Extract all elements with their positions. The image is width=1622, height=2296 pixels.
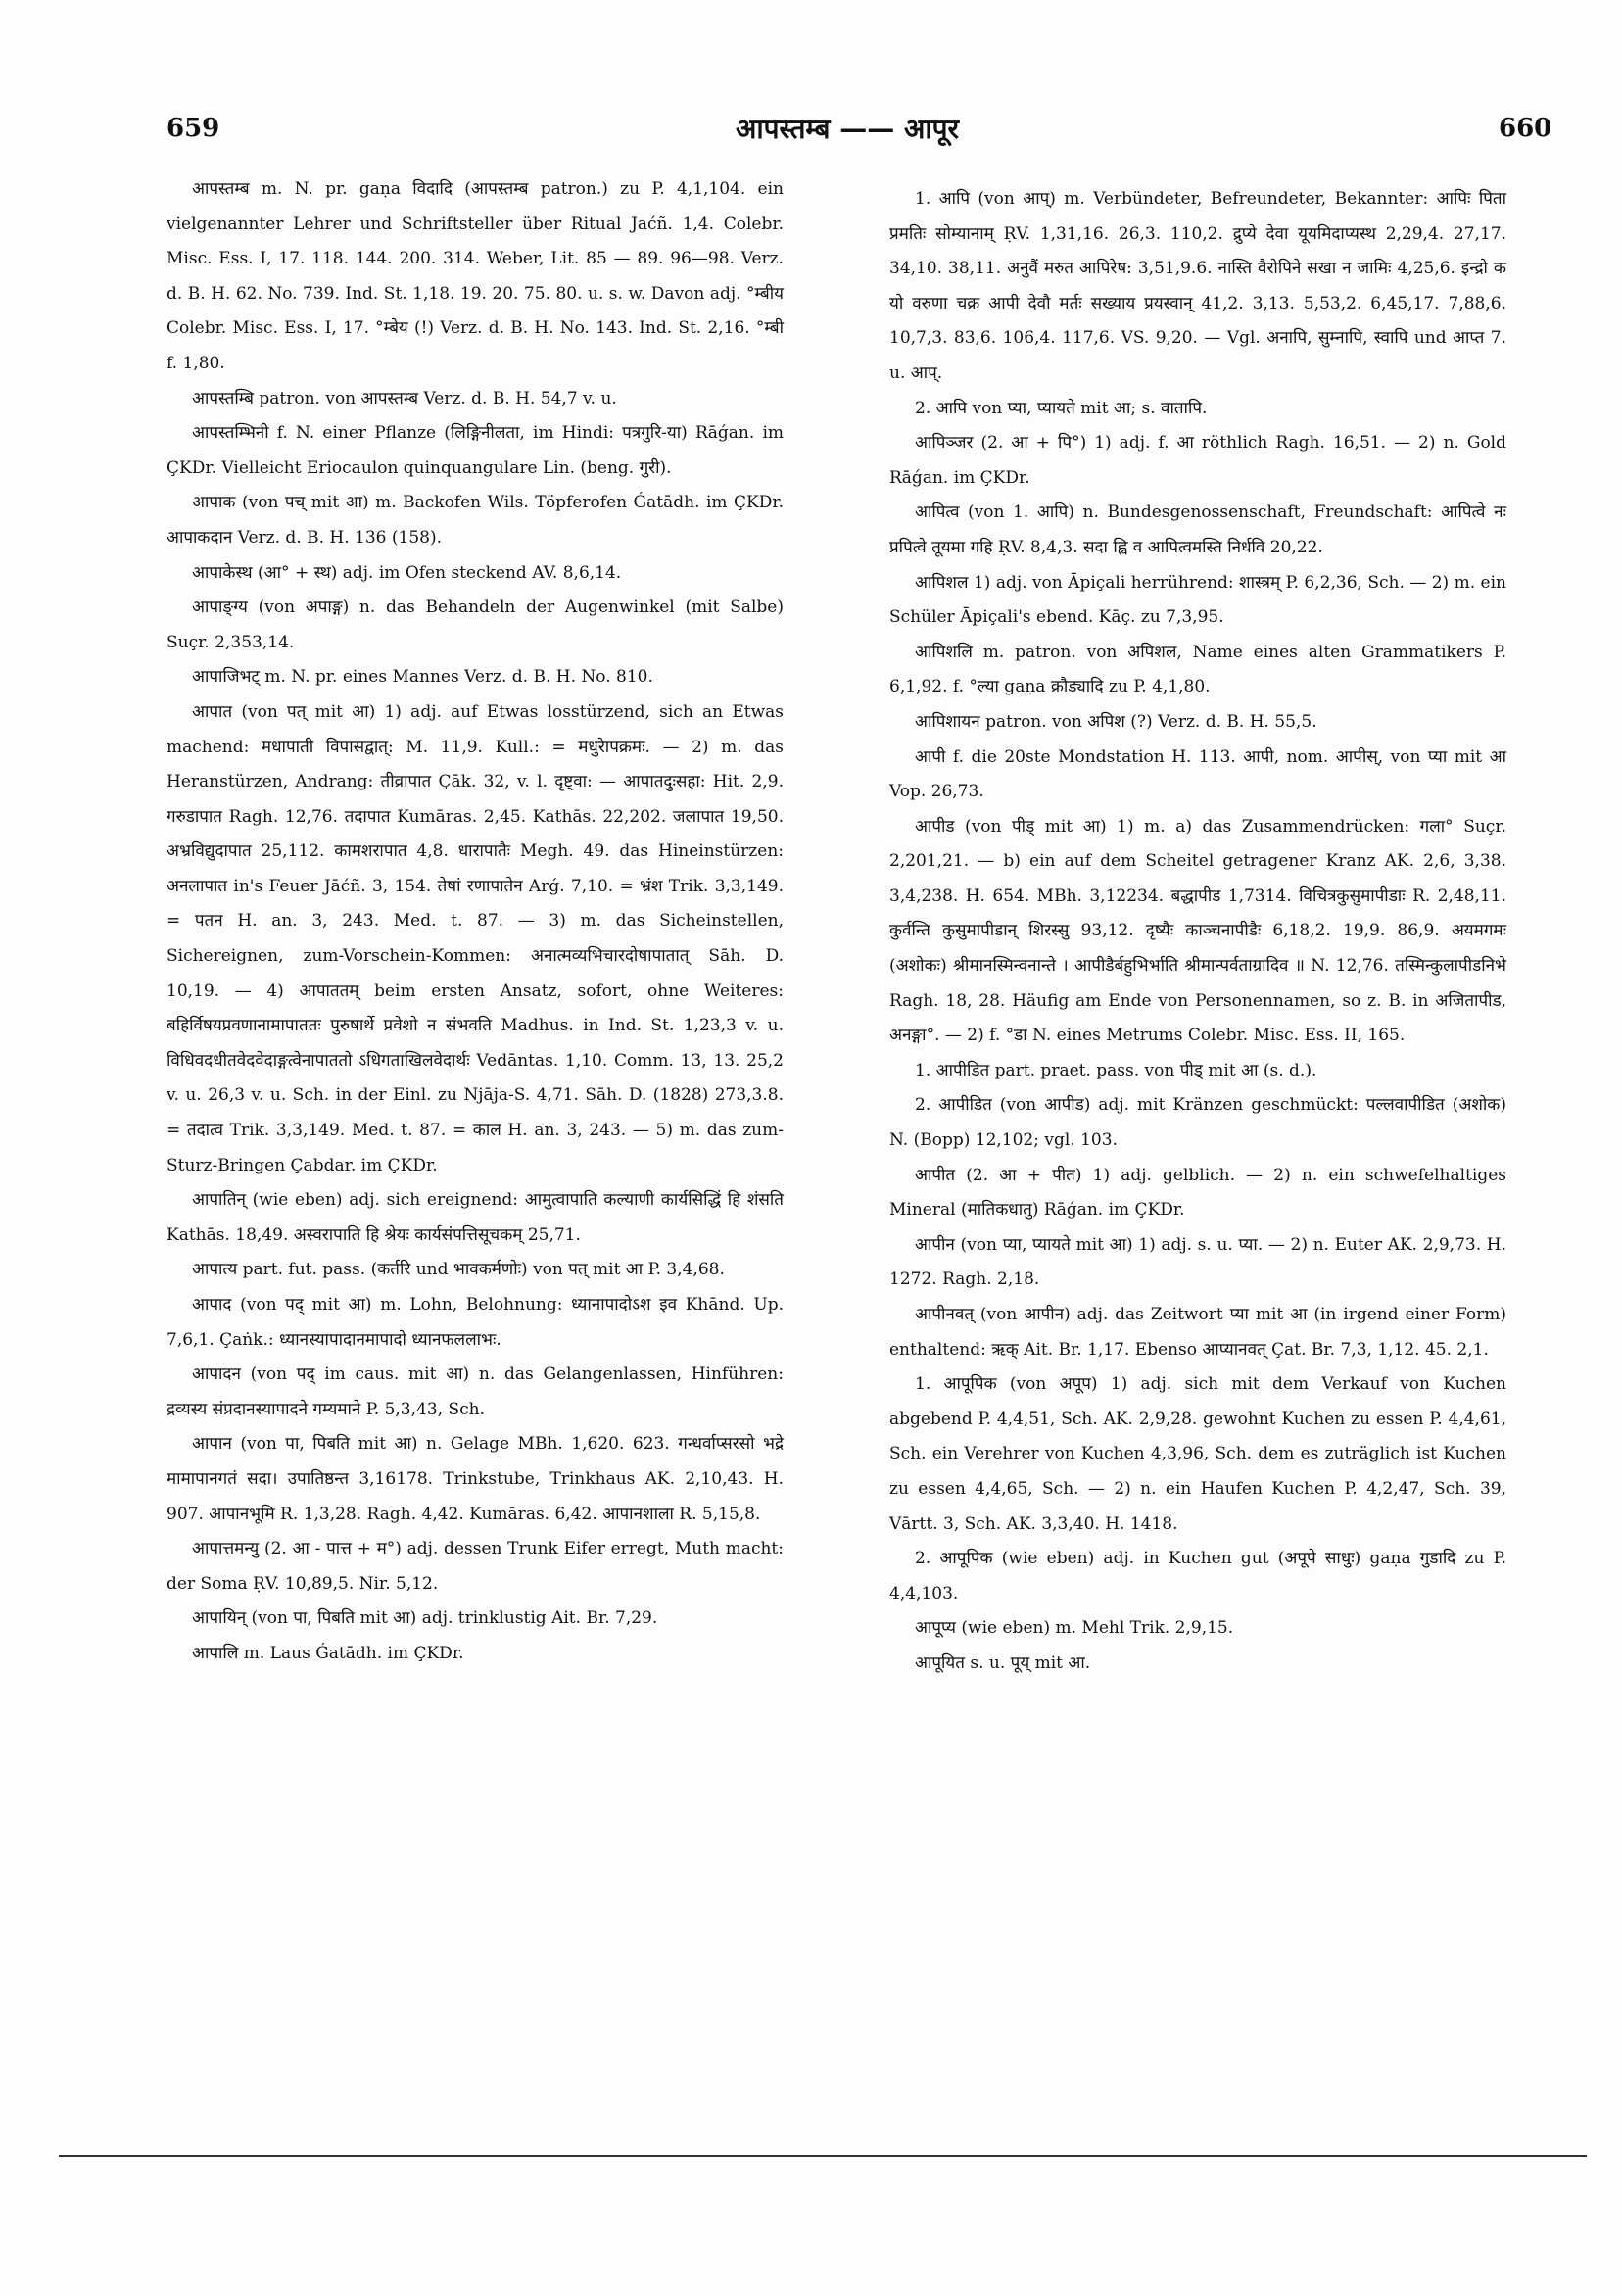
entry: आपात्तमन्यु (2. आ - पात्त + म°) adj. dessen Trunk Eifer erregt, Muth macht: der Soma ṚV. 10,89,5. Nir. 5,12. (167, 1539, 784, 1594)
entry: 2. आपूपिक (wie eben) adj. in Kuchen gut (अपूपे साधुः) gaṇa गुडादि zu P. 4,4,103. (889, 1549, 1506, 1603)
entry: आपस्तम्बि patron. von आपस्तम्ब Verz. d. B. H. 54,7 v. u. (192, 388, 617, 408)
entry: 1. आपि (von आप्) m. Verbündeter, Befreundeter, Bekannter: आपिः पिता प्रमतिः सोम्यानाम् ṚV. 1,31,16. 26,3. 110,2. द्रुप्ये देवा यूयमिदाप्यस्थ 2,29,4. 27,17. 34,10. 38,11. अनुवैं मरुत आपिरेष: 3,51,9.6. नास्ति वैरोपिने सखा न जामिः 4,25,6. इन्द्रो क यो वरुणा चक्र आपी देवौ मर्तः सख्याय प्रयस्वान् 41,2. 3,13. 5,53,2. 6,45,17. 7,88,6. 10,7,3. 83,6. 106,4. 117,6. VS. 9,20. — Vgl. अनापि, सुम्नापि, स्वापि und आप्त 7. u. आप्. (889, 189, 1506, 383)
entry: आपादन (von पद् im caus. mit आ) n. das Gelangenlassen, Hinführen: द्रव्यस्य संप्रदानस्यापादने गम्यमाने P. 5,3,43, Sch. (167, 1364, 784, 1419)
entry: आपिञ्जर (2. आ + पि°) 1) adj. f. आ röthlich Ragh. 16,51. — 2) n. Gold Rāǵan. im ÇKDr. (889, 433, 1506, 488)
entry: आपीन (von प्या, प्यायते mit आ) 1) adj. s. u. प्या. — 2) n. Euter AK. 2,9,73. H. 1272. Ragh. 2,18. (889, 1234, 1506, 1290)
entry: आपायिन् (von पा, पिबति mit आ) adj. trinklustig Ait. Br. 7,29. (192, 1608, 658, 1629)
page-number-left: 659 (167, 114, 220, 143)
entry: आपात (von पत् mit आ) 1) adj. auf Etwas losstürzend, sich an Etwas machend: मधापाती विपासद्वात्: M. 11,9. Kull.: = मधुरेापक्रमः. — 2) m. das Heranstürzen, Andrang: तीव्रापात Çāk. 32, v. l. दृष्ट्वा: — आपातदुःसहा: Hit. 2,9. गरुडापात Ragh. 12,76. तदापात Kumāras. 2,45. Kathās. 22,202. जलापात 19,50. अभ्रविद्युदापात 25,112. कामशरापात 4,8. धारापातैः Megh. 49. das Hineinstürzen: अनलापात in's Feuer Jāćñ. 3, 154. तेषां रणापातेन Arǵ. 7,10. = भ्रंश Trik. 3,3,149. = पतन H. an. 3, 243. Med. t. 87. — 3) m. das Sicheinstellen, Sichereignen, zum-Vorschein-Kommen: अनात्मव्यभिचारदोषापातात् Sāh. D. 10,19. — 4) आपाततम् beim ersten Ansatz, sofort, ohne Weiteres: बहिर्विषयप्रवणानामापाततः पुरुषार्थे प्रवेशो न संभवति Madhus. in Ind. St. 1,23,3 v. u. विधिवदधीतवेदवेदाङ्गत्वेनापाततो ऽधिगताखिलवेदार्थः Vedāntas. 1,10. Comm. 13, 13. 25,2 v. u. 26,3 v. u. Sch. in der Einl. zu Njāja-S. 4,71. Sāh. D. (1828) 273,3.8. = तदात्व Trik. 3,3,149. Med. t. 87. = काल H. an. 3, 243. — 5) m. das zum-Sturz-Bringen Çabdar. im ÇKDr. (167, 701, 784, 1175)
entry: आपीत (2. आ + पीत) 1) adj. gelblich. — 2) n. ein schwefelhaltiges Mineral (मातिकधातु) Rāǵan. im ÇKDr. (889, 1165, 1506, 1220)
entry: आपाक (von पच् mit आ) m. Backofen Wils. Töpferofen Ǵatādh. im ÇKDr. आपाकदान Verz. d. B. H. 136 (158). (167, 493, 784, 548)
entry: 1. आपूपिक (von अपूप) 1) adj. sich mit dem Verkauf von Kuchen abgebend P. 4,4,51, Sch. AK. 2,9,28. gewohnt Kuchen zu essen P. 4,4,61, Sch. ein Verehrer von Kuchen 4,3,96, Sch. dem es zuträglich ist Kuchen zu essen 4,4,65, Sch. — 2) n. ein Haufen Kuchen P. 4,2,47, Sch. 39, Vārtt. 3, Sch. AK. 3,3,40. H. 1418. (889, 1374, 1506, 1534)
entry: आपीनवत् (von आपीन) adj. das Zeitwort प्या mit आ (in irgend einer Form) enthaltend: ऋक् Ait. Br. 1,17. Ebenso आप्यानवत् Çat. Br. 7,3, 1,12. 45. 2,1. (889, 1305, 1506, 1360)
entry: आपित्व (von 1. आपि) n. Bundesgenossenschaft, Freundschaft: आपित्वे नः प्रपित्वे तूयमा गहि ṚV. 8,4,3. सदा ह्वि व आपित्वमस्ति निर्धवि 20,22. (889, 502, 1506, 557)
entry: आपात्य part. fut. pass. (कर्तरि und भावकर्मणोः) von पत् mit आ P. 3,4,68. (192, 1260, 725, 1280)
entry: आपाकेस्थ (आ° + स्थ) adj. im Ofen steckend AV. 8,6,14. (192, 562, 622, 583)
entry: आपिशायन patron. von अपिश (?) Verz. d. B. H. 55,5. (915, 711, 1317, 732)
entry: आपातिन् (wie eben) adj. sich ereignend: आमुत्वापाति कल्याणी कार्यसिद्धिं हि शंसति Kathās. 18,49. अस्वरापाति हि श्रेयः कार्यसंपत्तिसूचकम् 25,71. (167, 1190, 784, 1245)
entry: आपाजिभट् m. N. pr. eines Mannes Verz. d. B. H. No. 810. (192, 667, 653, 688)
entry: आपी f. die 20ste Mondstation H. 113. आपी, nom. आपीस्, von प्या mit आ Vop. 26,73. (889, 746, 1506, 802)
left-column (167, 172, 784, 1672)
entry: 2. आपीडित (von आपीड) adj. mit Kränzen geschmückt: पल्लवापीडित (अशोक) N. (Bopp) 12,102; vgl. 103. (889, 1095, 1506, 1151)
entry: आपान (von पा, पिबति mit आ) n. Gelage MBh. 1,620. 623. गन्धर्वाप्सरसो भद्रे मामापानगतं सदा। उपातिष्ठन्त 3,16178. Trinkstube, Trinkhaus AK. 2,10,43. H. 907. आपानभूमि R. 1,3,28. Ragh. 4,42. Kumāras. 6,42. आपानशाला R. 5,15,8. (167, 1434, 784, 1524)
right-column (889, 172, 1506, 1682)
page-number-right: 660 (1499, 114, 1552, 143)
bottom-divider (59, 2155, 1587, 2157)
entry: आपालि m. Laus Ǵatādh. im ÇKDr. (192, 1643, 464, 1663)
entry: आपिशलि m. patron. von अपिशल, Name eines alten Grammatikers P. 6,1,92. f. °ल्या gaṇa क्रौड्यादि zu P. 4,1,80. (889, 642, 1506, 697)
entry: आपूयित s. u. पूय् mit आ. (915, 1652, 1091, 1673)
entry: आपस्तम्ब m. N. pr. gaṇa विदादि (आपस्तम्ब patron.) zu P. 4,1,104. ein vielgenannter Lehrer und Schriftsteller über Ritual Jaćñ. 1,4. Colebr. Misc. Ess. I, 17. 118. 144. 200. 314. Weber, Lit. 85 — 89. 96—98. Verz. d. B. H. 62. No. 739. Ind. St. 1,18. 19. 20. 75. 80. u. s. w. Davon adj. °म्बीय Colebr. Misc. Ess. I, 17. °म्बेय (!) Verz. d. B. H. No. 143. Ind. St. 2,16. °म्बी f. 1,80. (167, 179, 784, 373)
entry: 2. आपि von प्या, प्यायते mit आ; s. वातापि. (915, 398, 1208, 418)
entry: आपीड (von पीड् mit आ) 1) m. a) das Zusammendrücken: गला° Suçr. 2,201,21. — b) ein auf dem Scheitel getragener Kranz AK. 2,6, 3,38. 3,4,238. H. 654. MBh. 3,12234. बद्धापीड 1,7314. विचित्रकुसुमापीडाः R. 2,48,11. कुर्वन्ति कुसुमापीडान् शिरस्सु 93,12. दृष्यैः काञ्चनापीडैः 6,18,2. 19,9. 86,9. अयमगमः (अशोकः) श्रीमानस्मिन्वनान्ते । आपीडैर्बहुभिर्भाति श्रीमान्पर्वताग्रादिव ॥ N. 12,76. तस्मिन्कुलापीडनिभे Ragh. 18, 28. Häufig am Ende von Personennamen, so z. B. in अजितापीड, अनङ्गा°. — 2) f. °डा N. eines Metrums Colebr. Misc. Ess. II, 165. (889, 816, 1506, 1046)
entry: आपिशल 1) adj. von Āpiçali herrührend: शास्त्रम् P. 6,2,36, Sch. — 2) m. ein Schüler Āpiçali's ebend. Kāç. zu 7,3,95. (889, 572, 1506, 628)
running-header: आपस्तम्ब —— आपूर (736, 113, 959, 145)
entry: आपस्तम्भिनी f. N. einer Pflanze (लिङ्गिनीलता, im Hindi: पत्रगुरि-या) Rāǵan. im ÇKDr. Vielleicht Eriocaulon quinquangulare Lin. (beng. गुरी). (167, 423, 784, 478)
entry: 1. आपीडित part. praet. pass. von पीड् mit आ (s. d.). (915, 1060, 1317, 1080)
entry: आपाङ्ग्य (von अपाङ्ग) n. das Behandeln der Augenwinkel (mit Salbe) Suçr. 2,353,14. (167, 598, 784, 652)
entry: आपूप्य (wie eben) m. Mehl Trik. 2,9,15. (915, 1618, 1234, 1639)
entry: आपाद (von पद् mit आ) m. Lohn, Belohnung: ध्यानापादोऽश इव Khānd. Up. 7,6,1. Çaṅk.: ध्यानस्यापादानमापादो ध्यानफललाभः. (167, 1295, 784, 1350)
